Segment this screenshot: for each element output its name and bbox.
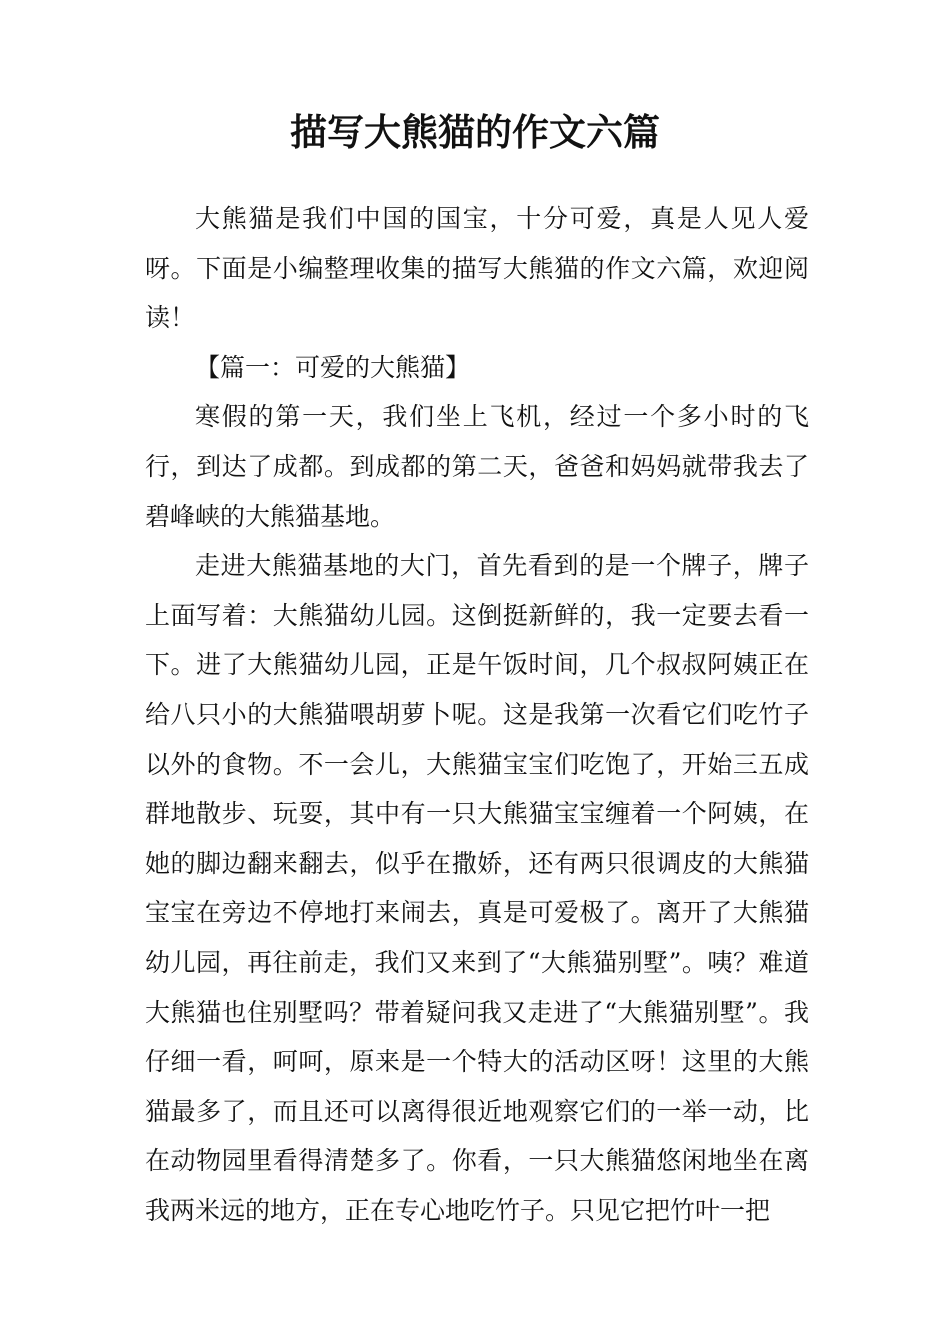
body-paragraph: 走进大熊猫基地的大门，首先看到的是一个牌子，牌子上面写着：大熊猫幼儿园。这倒挺新鲜的，我一定要去看一下。进了大熊猫幼儿园，正是午饭时间，几个叔叔阿姨正在给八只小的大熊猫喂胡萝卜呢。这是我第一次看它们吃竹子以外的食物。不一会儿，大熊猫宝宝们吃饱了，开始三五成群地散步、玩耍，其中有一只大熊猫宝宝缠着一个阿姨，在她的脚边翻来翻去，似乎在撒娇，还有两只很调皮的大熊猫宝宝在旁边不停地打来闹去，真是可爱极了。离开了大熊猫幼儿园，再往前走，我们又来到了“大熊猫别墅”。咦？难道大熊猫也住别墅吗？带着疑问我又走进了“大熊猫别墅”。我仔细一看，呵呵，原来是一个特大的活动区呀！这里的大熊猫最多了，而且还可以离得很近地观察它们的一举一动，比在动物园里看得清楚多了。你看，一只大熊猫悠闲地坐在离我两米远的地方，正在专心地吃竹子。只见它把竹叶一把 <box>145 551 809 1225</box>
body-paragraph: 寒假的第一天，我们坐上飞机，经过一个多小时的飞行，到达了成都。到成都的第二天，爸爸和妈妈就带我去了碧峰峡的大熊猫基地。 <box>145 402 809 531</box>
intro-paragraph: 大熊猫是我们中国的国宝，十分可爱，真是人见人爱呀。下面是小编整理收集的描写大熊猫的作文六篇，欢迎阅读！ <box>145 204 809 333</box>
section-heading: 【篇一：可爱的大熊猫】 <box>195 352 471 382</box>
document-body <box>145 194 809 1235</box>
document-title: 描写大熊猫的作文六篇 <box>290 109 660 154</box>
